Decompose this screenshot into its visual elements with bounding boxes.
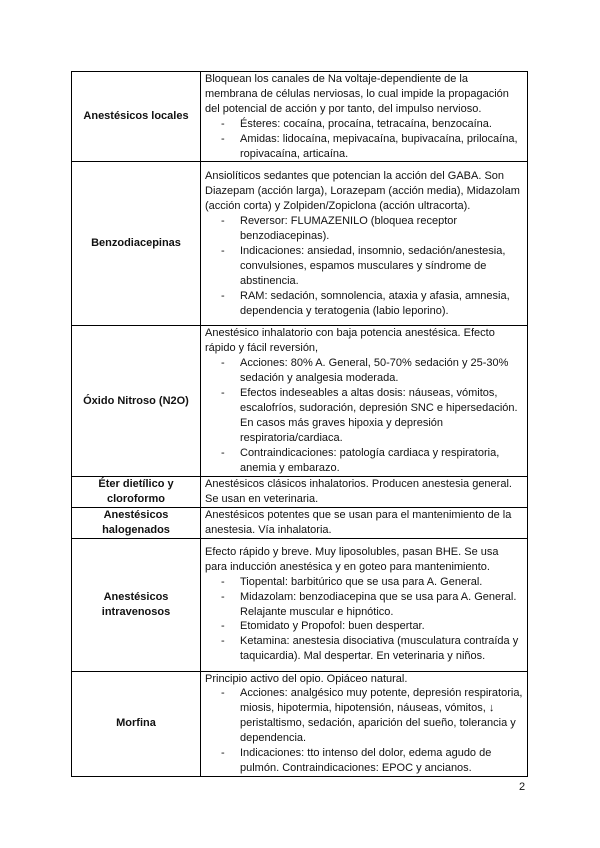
bullet-list (205, 686, 523, 775)
list-item: - RAM: sedación, somnolencia, ataxia y afasia, amnesia, dependencia y teratogenia (labio leporino). (205, 289, 523, 319)
list-item: - Etomidato y Propofol: buen despertar. (205, 619, 523, 634)
description-text: Anestésicos potentes que se usan para el mantenimiento de la anestesia. Vía inhalatoria. (205, 508, 512, 536)
drug-table (71, 71, 528, 777)
table-row (72, 476, 528, 507)
list-item: - Midazolam: benzodiacepina que se usa para A. General. Relajante muscular e hipnótico. (205, 590, 523, 620)
drug-name-cell: Anestésicos intravenosos (72, 538, 201, 671)
list-item: - Ketamina: anestesia disociativa (musculatura contraída y taquicardia). Mal despertar. En veterinaria y niños. (205, 634, 523, 664)
list-item: - Ésteres: cocaína, procaína, tetracaína, benzocaína. (205, 117, 523, 132)
list-item: - Indicaciones: tto intenso del dolor, edema agudo de pulmón. Contraindicaciones: EPOC y ancianos. (205, 746, 523, 776)
drug-name-cell: Morfina (72, 671, 201, 776)
bullet-list (205, 117, 523, 162)
drug-description-cell (201, 476, 528, 507)
drug-name-cell: Benzodiacepinas (72, 162, 201, 326)
bullet-list (205, 214, 523, 318)
description-text: Ansiolíticos sedantes que potencian la acción del GABA. Son Diazepam (acción larga), Lorazepam (acción media), Midazolam (acción corta) y Zolpiden/Zopiclona (acción ultracorta). (205, 170, 520, 213)
page-number: 2 (519, 781, 526, 793)
drug-name-cell: Éter dietílico y cloroformo (72, 476, 201, 507)
list-item: - Acciones: 80% A. General, 50-70% sedación y 25-30% sedación y analgesia moderada. (205, 356, 523, 386)
description-text: Principio activo del opio. Opiáceo natural. (205, 672, 408, 685)
description-text: Anestésico inhalatorio con baja potencia anestésica. Efecto rápido y fácil reversión, (205, 327, 495, 355)
drug-name-cell: Óxido Nitroso (N2O) (72, 326, 201, 476)
table-row (72, 507, 528, 538)
bullet-list (205, 575, 523, 664)
list-item: - Efectos indeseables a altas dosis: náuseas, vómitos, escalofríos, sudoración, depresión SNC e hipersedación. En casos más graves hipoxia y depresión respiratoria/cardiaca. (205, 386, 523, 446)
description-text: Anestésicos clásicos inhalatorios. Producen anestesia general. Se usan en veterinaria. (205, 477, 512, 505)
drug-name-cell: Anestésicos locales (72, 72, 201, 162)
table-row (72, 326, 528, 476)
drug-description-cell (201, 671, 528, 776)
list-item: - Reversor: FLUMAZENILO (bloquea receptor benzodiacepinas). (205, 214, 523, 244)
drug-description-cell (201, 72, 528, 162)
description-text: Bloquean los canales de Na voltaje-dependiente de la membrana de células nerviosas, lo cual impide la propagación del potencial de acción y por tanto, del impulso nervioso. (205, 73, 509, 115)
table-row (72, 671, 528, 776)
list-item: - Indicaciones: ansiedad, insomnio, sedación/anestesia, convulsiones, espamos musculares y síndrome de abstinencia. (205, 244, 523, 289)
drug-name-cell: Anestésicos halogenados (72, 507, 201, 538)
description-text: Efecto rápido y breve. Muy liposolubles, pasan BHE. Se usa para inducción anestésica y en goteo para mantenimiento. (205, 545, 499, 573)
drug-description-cell (201, 538, 528, 671)
drug-description-cell (201, 326, 528, 476)
table-row (72, 538, 528, 671)
drug-description-cell (201, 162, 528, 326)
list-item: - Tiopental: barbitúrico que se usa para A. General. (205, 575, 523, 590)
list-item: - Amidas: lidocaína, mepivacaína, bupivacaína, prilocaína, ropivacaína, articaína. (205, 132, 523, 162)
list-item: - Acciones: analgésico muy potente, depresión respiratoria, miosis, hipotermia, hipotensión, náuseas, vómitos, ↓ peristaltismo, sedación, aparición del sueño, tolerancia y dependencia. (205, 686, 523, 746)
table-row (72, 72, 528, 162)
table-row (72, 162, 528, 326)
list-item: - Contraindicaciones: patología cardiaca y respiratoria, anemia y embarazo. (205, 446, 523, 476)
bullet-list (205, 356, 523, 475)
drug-description-cell (201, 507, 528, 538)
